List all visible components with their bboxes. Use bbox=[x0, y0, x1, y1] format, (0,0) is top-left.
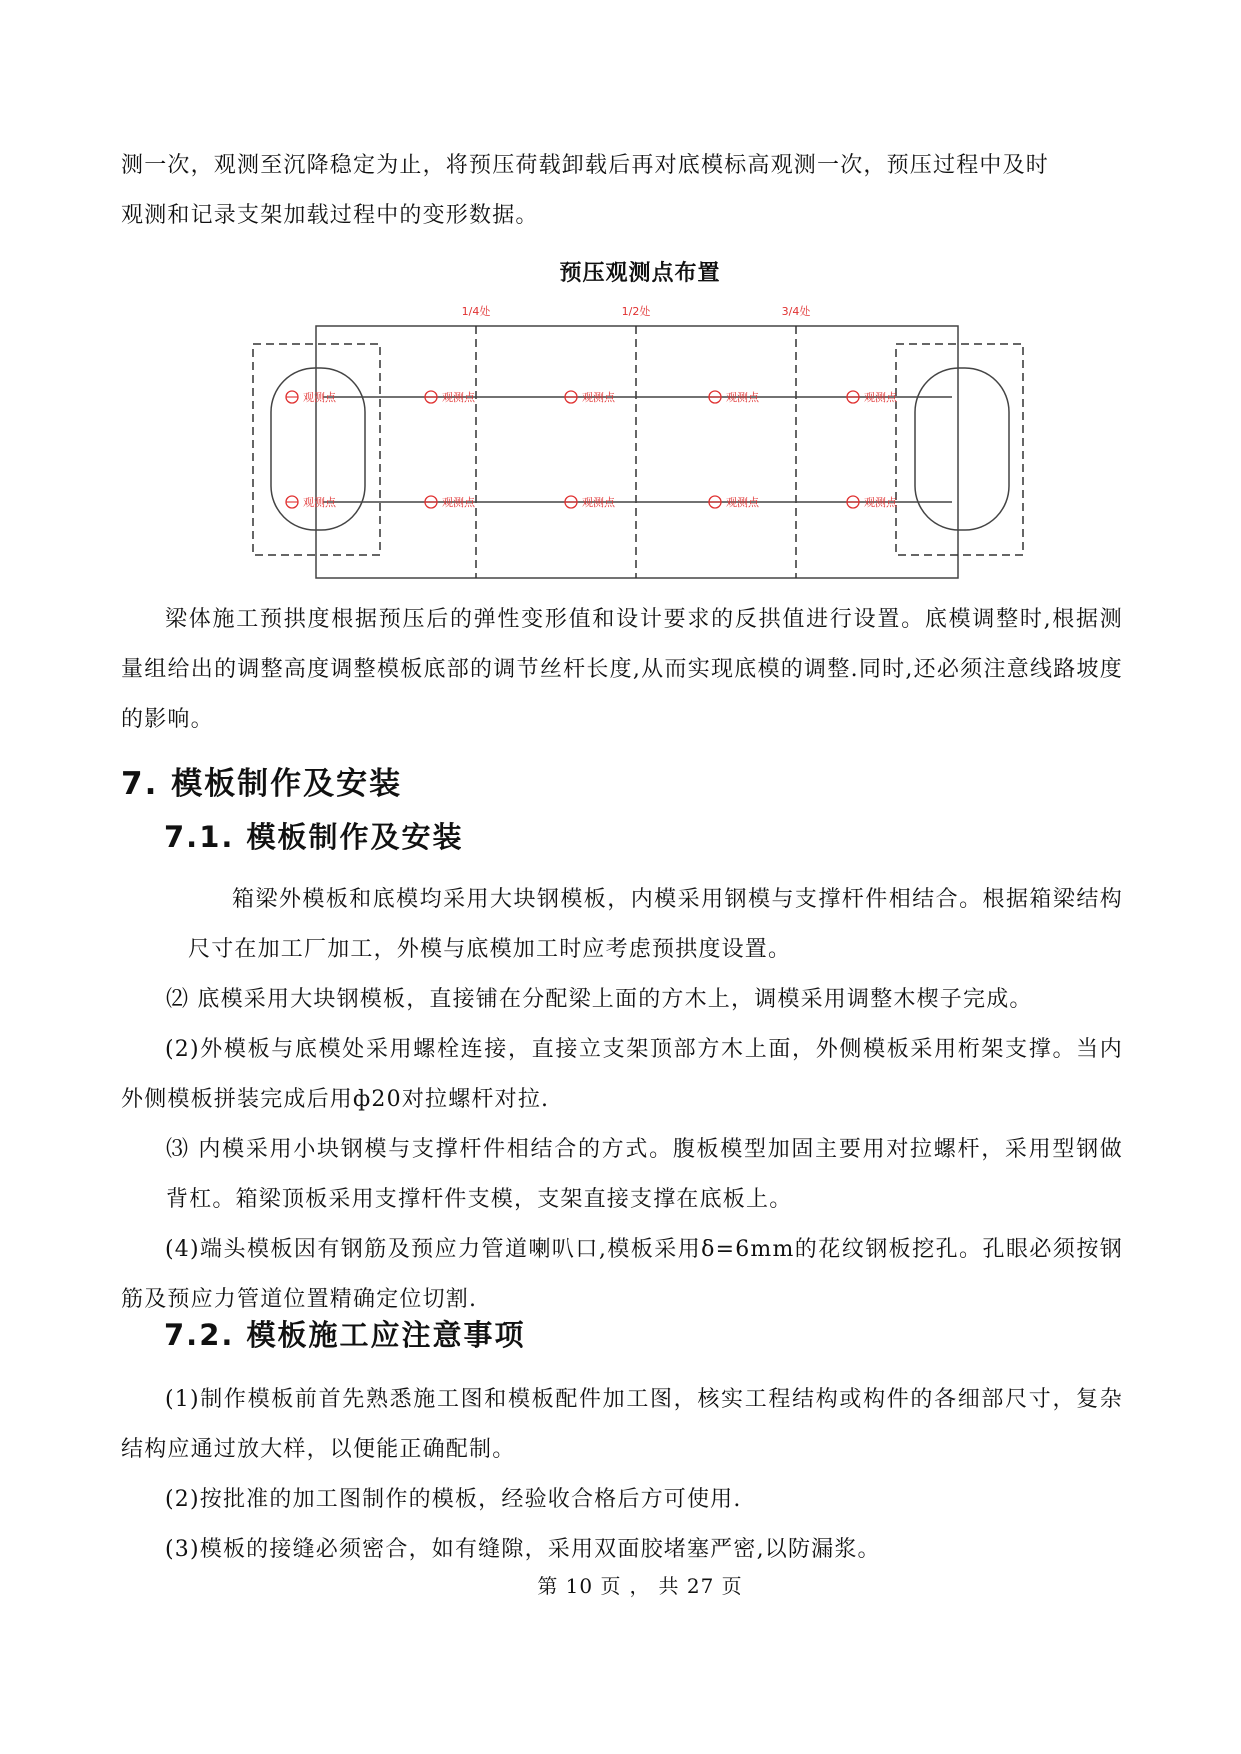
observation-point bbox=[286, 390, 337, 404]
observation-point-label: 观测点 bbox=[303, 391, 336, 404]
section-7-1-item-2: (2)外模板与底模处采用螺栓连接，直接立支架顶部方木上面，外侧模板采用桁架支撑。当内外侧模板拼装完成后用ф20对拉螺杆对拉. bbox=[121, 1037, 1123, 1112]
section-7-1-intro: 箱梁外模板和底模均采用大块钢模板，内模采用钢模与支撑杆件相结合。根据箱梁结构尺寸在加工厂加工，外模与底模加工时应考虑预拱度设置。 bbox=[188, 887, 1123, 962]
observation-point bbox=[847, 495, 898, 509]
total-pages: 共 27 页 bbox=[658, 1574, 743, 1598]
observation-point-label: 观测点 bbox=[864, 496, 897, 509]
observation-point bbox=[709, 390, 760, 404]
label-three-quarter: 3/4处 bbox=[781, 305, 811, 318]
right-bearing-pad bbox=[915, 368, 1009, 530]
observation-point bbox=[565, 390, 616, 404]
camber-paragraph: 梁体施工预拱度根据预压后的弹性变形值和设计要求的反拱值进行设置。底模调整时,根据测量组给出的调整高度调整模板底部的调节丝杆长度,从而实现底模的调整.同时,还必须注意线路坡度的影响。 bbox=[121, 607, 1123, 732]
observation-point bbox=[709, 495, 760, 509]
section-7-2-item-1: (1)制作模板前首先熟悉施工图和模板配件加工图，核实工程结构或构件的各细部尺寸，复杂结构应通过放大样，以便能正确配制。 bbox=[121, 1387, 1123, 1462]
page-number: 第 10 页 bbox=[537, 1574, 622, 1598]
section-7-heading: 7. 模板制作及安装 bbox=[121, 766, 403, 802]
section-7-1-item-1: ⑵ 底模采用大块钢模板，直接铺在分配梁上面的方木上，调模采用调整木楔子完成。 bbox=[166, 987, 1033, 1012]
observation-point-label: 观测点 bbox=[582, 391, 615, 404]
section-7-1-item-4: (4)端头模板因有钢筋及预应力管道喇叭口,模板采用δ=6mm的花纹钢板挖孔。孔眼必须按钢筋及预应力管道位置精确定位切割. bbox=[121, 1237, 1123, 1312]
page-footer bbox=[0, 1570, 1241, 1599]
section-7-1-item-3: ⑶ 内模采用小块钢模与支撑杆件相结合的方式。腹板模型加固主要用对拉螺杆，采用型钢做背杠。箱梁顶板采用支撑杆件支模，支架直接支撑在底板上。 bbox=[166, 1137, 1123, 1212]
label-half: 1/2处 bbox=[621, 305, 651, 318]
section-7-2-item-2: (2)按批准的加工图制作的模板，经验收合格后方可使用. bbox=[165, 1487, 742, 1512]
observation-point bbox=[847, 390, 898, 404]
observation-point-label: 观测点 bbox=[442, 496, 475, 509]
section-7-2-item-3: (3)模板的接缝必须密合，如有缝隙，采用双面胶堵塞严密,以防漏浆。 bbox=[165, 1537, 881, 1562]
observation-point bbox=[425, 495, 476, 509]
intro-line-2: 观测和记录支架加载过程中的变形数据。 bbox=[121, 203, 539, 228]
intro-line-1: 测一次，观测至沉降稳定为止，将预压荷载卸载后再对底模标高观测一次，预压过程中及时 bbox=[121, 153, 1050, 178]
observation-point-label: 观测点 bbox=[303, 496, 336, 509]
observation-point-diagram bbox=[245, 295, 1025, 585]
figure-title: 预压观测点布置 bbox=[559, 261, 721, 286]
observation-point-label: 观测点 bbox=[442, 391, 475, 404]
section-7-1-heading: 7.1. 模板制作及安装 bbox=[164, 820, 464, 854]
observation-point bbox=[425, 390, 476, 404]
section-7-2-heading: 7.2. 模板施工应注意事项 bbox=[164, 1318, 526, 1352]
footer-separator: ， bbox=[629, 1574, 651, 1598]
observation-point-label: 观测点 bbox=[864, 391, 897, 404]
observation-point-label: 观测点 bbox=[582, 496, 615, 509]
label-quarter: 1/4处 bbox=[461, 305, 491, 318]
observation-point-label: 观测点 bbox=[726, 496, 759, 509]
observation-point bbox=[565, 495, 616, 509]
observation-point bbox=[286, 495, 337, 509]
observation-point-label: 观测点 bbox=[726, 391, 759, 404]
beam-outline bbox=[316, 326, 958, 578]
